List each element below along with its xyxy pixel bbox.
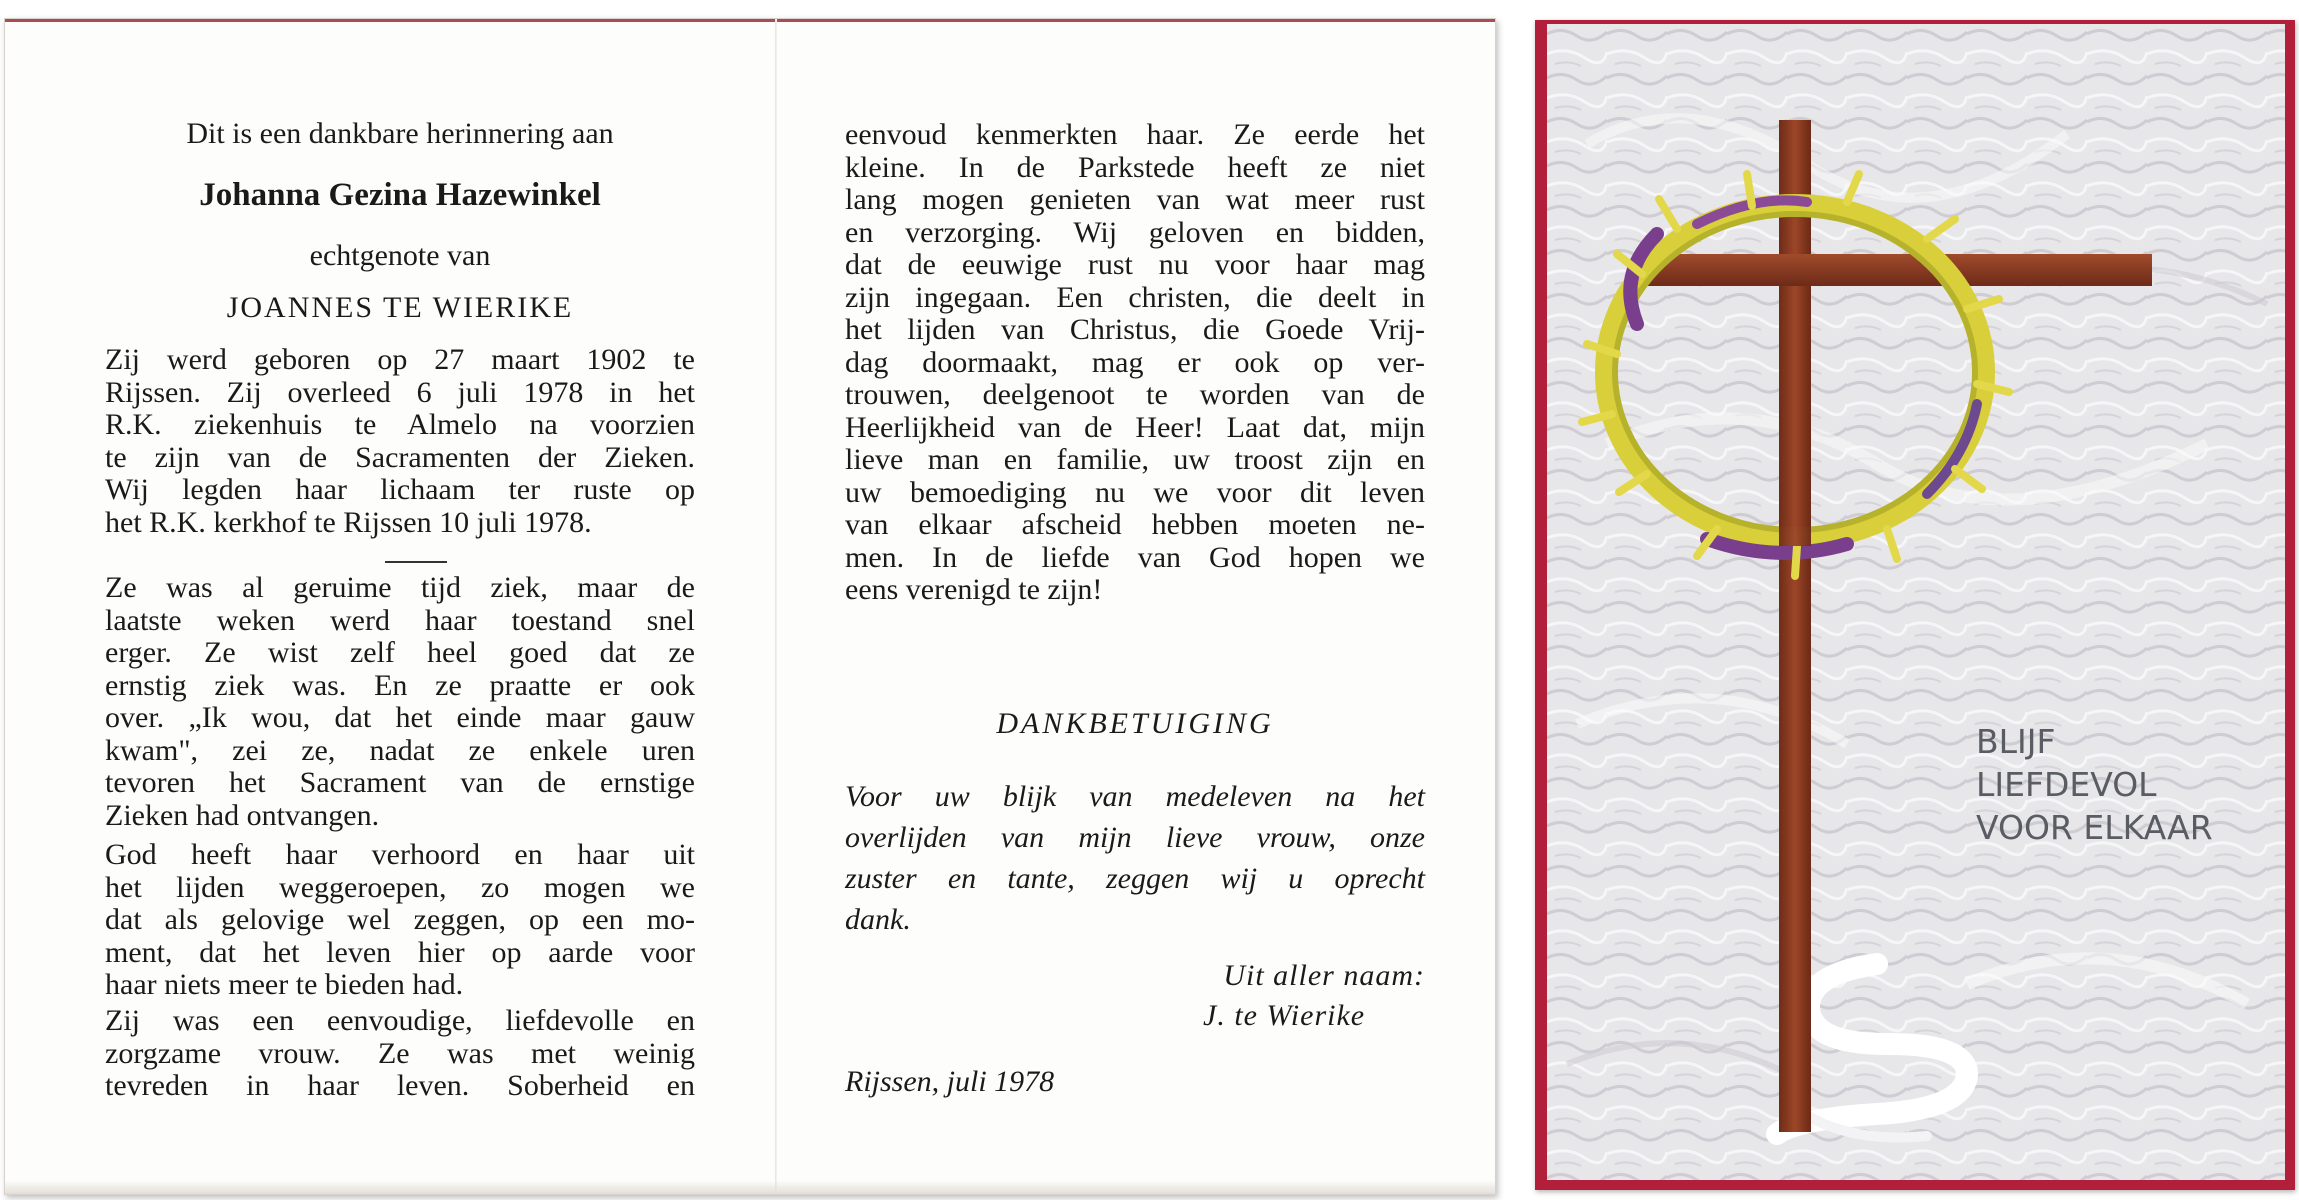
section-divider [385, 561, 447, 563]
text-line: Zieken had ontvangen. [105, 798, 380, 832]
deceased-name: Johanna Gezina Hazewinkel [199, 177, 601, 213]
text-line: uw bemoediging nu we voor dit leven [845, 475, 1425, 509]
text-line: Heerlijkheid van de Heer! Laat dat, mijn [845, 410, 1425, 444]
text-line: kleine. In de Parkstede heeft ze niet [845, 150, 1425, 184]
text-line: zijn ingegaan. Een christen, die deelt in [845, 280, 1425, 314]
text-line: dat de eeuwige rust nu voor haar mag [845, 248, 1425, 281]
text-line: God heeft haar verhoord en haar uit [105, 838, 695, 871]
text-line: trouwen, deelgenoot te worden van de [845, 378, 1425, 411]
text-line: Voor uw blijk van medeleven na het [845, 780, 1425, 813]
right-page [845, 19, 1425, 1194]
text-line: lang mogen genieten van wat meer rust [845, 183, 1425, 216]
text-line: te zijn van de Sacramenten der Zieken. [105, 440, 695, 474]
text-line: eens verenigd te zijn! [845, 573, 1103, 606]
text-line: over. „Ik wou, dat het einde maar gauw [105, 701, 695, 734]
text-line: het lijden weggeroepen, zo mogen we [105, 870, 695, 904]
signature-name: J. te Wierike [1203, 999, 1366, 1032]
text-line: dat als gelovige wel zeggen, op een mo- [105, 903, 695, 936]
text-line: en verzorging. Wij geloven en bidden, [845, 215, 1425, 249]
text-line: men. In de liefde van God hopen we [845, 540, 1425, 574]
god-paragraph [105, 839, 695, 1002]
spouse-of-label: echtgenote van [309, 239, 491, 272]
text-line: tevoren het Sacrament van de ernstige [105, 766, 695, 799]
cover-artwork [1547, 24, 2285, 1180]
text-line: Rijssen. Zij overleed 6 juli 1978 in het [105, 375, 695, 409]
card-inside-spread [4, 18, 1496, 1195]
signature-label: Uit aller naam: [1223, 959, 1425, 992]
text-line: zuster en tante, zeggen wij u oprecht [845, 862, 1425, 895]
text-line: R.K. ziekenhuis te Almelo na voorzien [105, 408, 695, 441]
center-fold [775, 19, 777, 1194]
place-and-date: Rijssen, juli 1978 [845, 1065, 1055, 1098]
motto-line: LIEFDEVOL [1976, 765, 2157, 804]
cover-panel [1547, 24, 2285, 1180]
text-line: Wij legden haar lichaam ter ruste op [105, 473, 695, 506]
biography-paragraph [105, 344, 695, 539]
text-line: Zij was een eenvoudige, liefdevolle en [105, 1004, 695, 1037]
text-line: van elkaar afscheid hebben moeten ne- [845, 508, 1425, 541]
intro-line: Dit is een dankbare herinnering aan [186, 117, 614, 150]
text-line: dank. [845, 903, 911, 936]
text-line: het R.K. kerkhof te Rijssen 10 juli 1978. [105, 505, 592, 539]
text-line: ernstig ziek was. En ze praatte er ook [105, 668, 695, 702]
thanks-heading: DANKBETUIGING [996, 707, 1274, 740]
character-paragraph [105, 1005, 695, 1103]
left-page [105, 19, 695, 1194]
text-line: kwam", zei ze, nadat ze enkele uren [105, 733, 695, 767]
cross-horizontal-beam [1645, 254, 2152, 286]
text-line: ment, dat het leven hier op aarde voor [105, 935, 695, 969]
text-line: laatste weken werd haar toestand snel [105, 603, 695, 637]
text-line: erger. Ze wist zelf heel goed dat ze [105, 636, 695, 669]
text-line: tevreden in haar leven. Soberheid en [105, 1069, 695, 1102]
motto-line: BLIJF [1976, 722, 2056, 761]
husband-name: JOANNES TE WIERIKE [226, 291, 574, 324]
text-line: eenvoud kenmerkten haar. Ze eerde het [845, 118, 1425, 151]
text-line: Ze was al geruime tijd ziek, maar de [105, 571, 695, 604]
text-line: overlijden van mijn lieve vrouw, onze [845, 821, 1425, 854]
text-line: zorgzame vrouw. Ze was met weinig [105, 1036, 695, 1070]
text-line: haar niets meer te bieden had. [105, 968, 464, 1001]
illness-paragraph [105, 572, 695, 832]
thanks-paragraph [845, 776, 1425, 940]
text-line: Zij werd geboren op 27 maart 1902 te [105, 343, 695, 376]
text-line: het lijden van Christus, die Goede Vrij- [845, 313, 1425, 346]
text-line: dag doormaakt, mag er ook op ver- [845, 345, 1425, 379]
cross-front-segment [1779, 286, 1811, 546]
card-front-cover [1535, 20, 2295, 1190]
cover-motto [1976, 720, 2213, 849]
continued-paragraph [845, 119, 1425, 607]
text-line: lieve man en familie, uw troost zijn en [845, 443, 1425, 476]
motto-line: VOOR ELKAAR [1976, 808, 2213, 847]
